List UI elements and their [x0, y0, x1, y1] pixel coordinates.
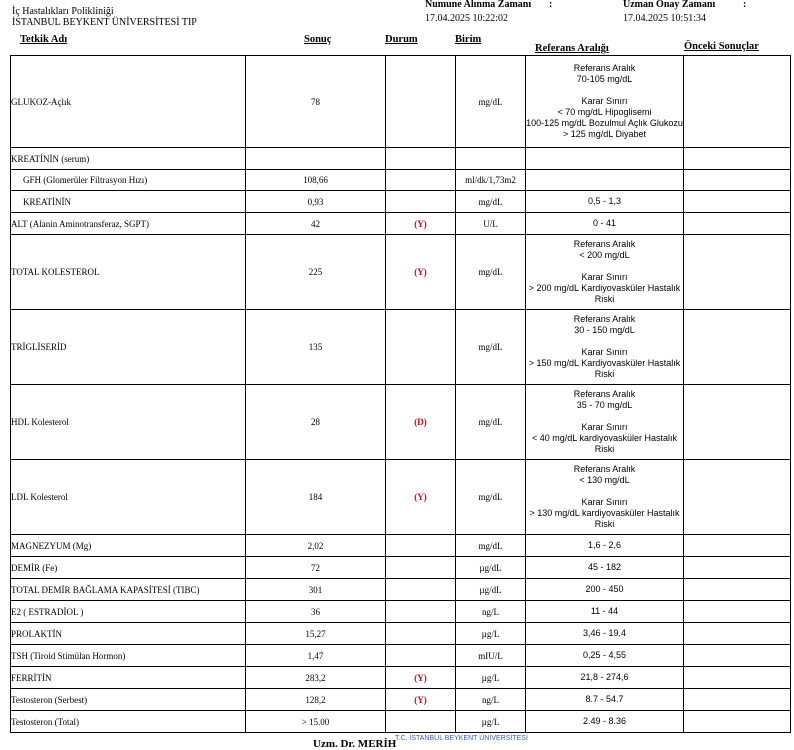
status-flag [386, 310, 456, 385]
reference-line: 2.49 - 8.36 [582, 716, 627, 726]
reference-range [526, 460, 684, 535]
results-table [10, 55, 791, 733]
table-row [11, 689, 791, 711]
unit: µg/L [456, 623, 526, 645]
reference-line: 1,6 - 2,6 [587, 540, 622, 550]
reference-line: 0,5 - 1,3 [587, 196, 622, 206]
reference-range [526, 235, 684, 310]
previous-results [684, 557, 791, 579]
reference-line: < 70 mg/dL Hipoglisemi [557, 107, 652, 117]
result-value: 1,47 [246, 645, 386, 667]
previous-results [684, 191, 791, 213]
reference-line: Referans Aralık [573, 389, 636, 399]
table-row [11, 460, 791, 535]
col-unit: Birim [455, 34, 482, 45]
previous-results [684, 623, 791, 645]
reference-range [526, 170, 684, 191]
unit: ng/L [456, 601, 526, 623]
previous-results [684, 385, 791, 460]
reference-line: 0,25 - 4,55 [582, 650, 627, 660]
reference-line: < 40 mg/dL kardiyovasküler Hastalık [532, 433, 677, 443]
reference-line: 30 - 150 mg/dL [574, 325, 635, 335]
reference-line [526, 486, 683, 497]
reference-line: 45 - 182 [587, 562, 622, 572]
reference-line: Karar Sınırı [581, 497, 628, 507]
result-value: 15,27 [246, 623, 386, 645]
table-row [11, 623, 791, 645]
reference-range [526, 645, 684, 667]
result-value: 108,66 [246, 170, 386, 191]
col-test-name: Tetkik Adı [20, 34, 68, 45]
test-name: KREATİNİN [11, 191, 246, 213]
table-row [11, 711, 791, 733]
table-row [11, 557, 791, 579]
reference-range [526, 385, 684, 460]
reference-line: Riski [594, 294, 615, 304]
reference-range [526, 56, 684, 148]
result-value: 301 [246, 579, 386, 601]
test-name: PROLAKTİN [11, 623, 246, 645]
result-value: 128,2 [246, 689, 386, 711]
status-flag [386, 623, 456, 645]
previous-results [684, 310, 791, 385]
department-label: İç Hastalıkları Polikliniği [12, 6, 114, 17]
reference-range [526, 191, 684, 213]
status-flag [386, 535, 456, 557]
approve-time-colon: : [743, 0, 747, 10]
col-status: Durum [385, 34, 418, 45]
reference-range [526, 623, 684, 645]
unit: U/L [456, 213, 526, 235]
table-row [11, 601, 791, 623]
reference-line: Riski [594, 369, 615, 379]
table-row [11, 148, 791, 170]
reference-range [526, 148, 684, 170]
reference-range [526, 601, 684, 623]
test-name: DEMİR (Fe) [11, 557, 246, 579]
test-name: MAGNEZYUM (Mg) [11, 535, 246, 557]
result-value: 72 [246, 557, 386, 579]
reference-line: Referans Aralık [573, 314, 636, 324]
unit: µg/dL [456, 579, 526, 601]
table-row [11, 213, 791, 235]
previous-results [684, 56, 791, 148]
result-value: 184 [246, 460, 386, 535]
reference-line: 8.7 - 54.7 [585, 694, 624, 704]
sample-time-label: Numune Alınma Zamanı [425, 0, 532, 10]
table-row [11, 310, 791, 385]
previous-results [684, 460, 791, 535]
reference-line: 21,8 - 274,6 [580, 672, 629, 682]
previous-results [684, 711, 791, 733]
reference-range [526, 557, 684, 579]
reference-line: 35 - 70 mg/dL [576, 400, 633, 410]
unit: mg/dL [456, 385, 526, 460]
reference-line [526, 261, 683, 272]
result-value: 78 [246, 56, 386, 148]
test-name: ALT (Alanin Aminotransferaz, SGPT) [11, 213, 246, 235]
status-flag: (Y) [386, 460, 456, 535]
result-value: 36 [246, 601, 386, 623]
unit: µg/dL [456, 557, 526, 579]
status-flag [386, 601, 456, 623]
unit: mg/dL [456, 535, 526, 557]
reference-line: 11 - 44 [590, 606, 619, 616]
result-value: > 15.00 [246, 711, 386, 733]
reference-line: Riski [594, 519, 615, 529]
test-name: TRİGLİSERİD [11, 310, 246, 385]
table-row [11, 535, 791, 557]
reference-line: 0 - 41 [592, 218, 616, 228]
test-name: GLUKOZ-Açlık [11, 56, 246, 148]
previous-results [684, 689, 791, 711]
reference-line: Referans Aralık [573, 239, 636, 249]
status-flag: (Y) [386, 667, 456, 689]
status-flag [386, 148, 456, 170]
reference-line: > 200 mg/dL Kardiyovasküler Hastalık [528, 283, 681, 293]
reference-line: < 200 mg/dL [579, 250, 630, 260]
test-name: HDL Kolesterol [11, 385, 246, 460]
status-flag [386, 579, 456, 601]
reference-line: 70-105 mg/dL [576, 74, 633, 84]
col-previous: Önceki Sonuçlar [684, 41, 759, 52]
reference-line: 3,46 - 19,4 [582, 628, 627, 638]
col-reference: Referans Aralığı [535, 43, 609, 54]
previous-results [684, 170, 791, 191]
reference-line: Referans Aralık [573, 63, 636, 73]
result-value: 28 [246, 385, 386, 460]
reference-line [526, 336, 683, 347]
test-name: TOTAL KOLESTEROL [11, 235, 246, 310]
test-name: GFH (Glomerüler Filtrasyon Hızı) [11, 170, 246, 191]
result-value: 42 [246, 213, 386, 235]
reference-range [526, 667, 684, 689]
status-flag: (Y) [386, 213, 456, 235]
table-row [11, 170, 791, 191]
previous-results [684, 235, 791, 310]
reference-range [526, 579, 684, 601]
reference-line: > 130 mg/dL kardiyovasküler Hastalık [529, 508, 680, 518]
approve-time-value: 17.04.2025 10:51:34 [623, 13, 707, 24]
test-name: Testosteron (Serbest) [11, 689, 246, 711]
status-flag [386, 191, 456, 213]
sample-time-value: 17.04.2025 10:22:02 [425, 13, 509, 24]
unit: µg/L [456, 711, 526, 733]
reference-line: Karar Sınırı [581, 422, 628, 432]
unit: mg/dL [456, 460, 526, 535]
previous-results [684, 645, 791, 667]
reference-range [526, 535, 684, 557]
result-value: 283,2 [246, 667, 386, 689]
doctor-signature: Uzm. Dr. MERİH [313, 738, 397, 750]
previous-results [684, 601, 791, 623]
reference-line: < 130 mg/dL [579, 475, 630, 485]
result-value [246, 148, 386, 170]
result-value: 0,93 [246, 191, 386, 213]
reference-line [526, 85, 683, 96]
reference-line: Karar Sınırı [581, 272, 628, 282]
reference-range [526, 711, 684, 733]
reference-line [526, 411, 683, 422]
unit: ng/L [456, 689, 526, 711]
test-name: TSH (Tiroid Stimülan Hormon) [11, 645, 246, 667]
previous-results [684, 535, 791, 557]
reference-range [526, 213, 684, 235]
reference-line: 200 - 450 [585, 584, 624, 594]
status-flag [386, 557, 456, 579]
table-row [11, 579, 791, 601]
status-flag [386, 56, 456, 148]
unit: mg/dL [456, 235, 526, 310]
result-value: 2,02 [246, 535, 386, 557]
table-row [11, 235, 791, 310]
status-flag: (Y) [386, 235, 456, 310]
previous-results [684, 667, 791, 689]
unit: mIU/L [456, 645, 526, 667]
status-flag: (Y) [386, 689, 456, 711]
reference-line: Referans Aralık [573, 464, 636, 474]
unit: mg/dL [456, 56, 526, 148]
reference-line: > 125 mg/dL Diyabet [563, 129, 646, 139]
test-name: FERRİTİN [11, 667, 246, 689]
test-name: KREATİNİN (serum) [11, 148, 246, 170]
unit: mg/dL [456, 310, 526, 385]
status-flag [386, 170, 456, 191]
status-flag: (D) [386, 385, 456, 460]
status-flag [386, 645, 456, 667]
reference-line: 100-125 mg/dL Bozulmul Açlık Glukozu [526, 118, 683, 128]
test-name: TOTAL DEMİR BAĞLAMA KAPASİTESİ (TIBC) [11, 579, 246, 601]
reference-line: Riski [594, 444, 615, 454]
sample-time-colon: : [549, 0, 553, 10]
reference-line: > 150 mg/dL Kardiyovasküler Hastalık [528, 358, 681, 368]
reference-range [526, 310, 684, 385]
table-row [11, 191, 791, 213]
unit: mg/dL [456, 191, 526, 213]
approve-time-label: Uzman Onay Zamanı [623, 0, 716, 10]
table-row [11, 385, 791, 460]
previous-results [684, 148, 791, 170]
col-result: Sonuç [304, 34, 332, 45]
table-row [11, 56, 791, 148]
result-value: 135 [246, 310, 386, 385]
reference-line: Karar Sınırı [581, 347, 628, 357]
unit [456, 148, 526, 170]
unit: µg/L [456, 667, 526, 689]
table-row [11, 667, 791, 689]
unit: ml/dk/1,73m2 [456, 170, 526, 191]
reference-range [526, 689, 684, 711]
test-name: E2 ( ESTRADİOL ) [11, 601, 246, 623]
table-row [11, 645, 791, 667]
previous-results [684, 579, 791, 601]
previous-results [684, 213, 791, 235]
status-flag [386, 711, 456, 733]
reference-line: Karar Sınırı [581, 96, 628, 106]
test-name: Testosteron (Total) [11, 711, 246, 733]
test-name: LDL Kolesterol [11, 460, 246, 535]
institution-label: İSTANBUL BEYKENT ÜNİVERSİTESİ TIP [12, 17, 197, 28]
seal-stamp: T.C. İSTANBUL BEYKENT ÜNİVERSİTESİ [395, 735, 528, 742]
result-value: 225 [246, 235, 386, 310]
